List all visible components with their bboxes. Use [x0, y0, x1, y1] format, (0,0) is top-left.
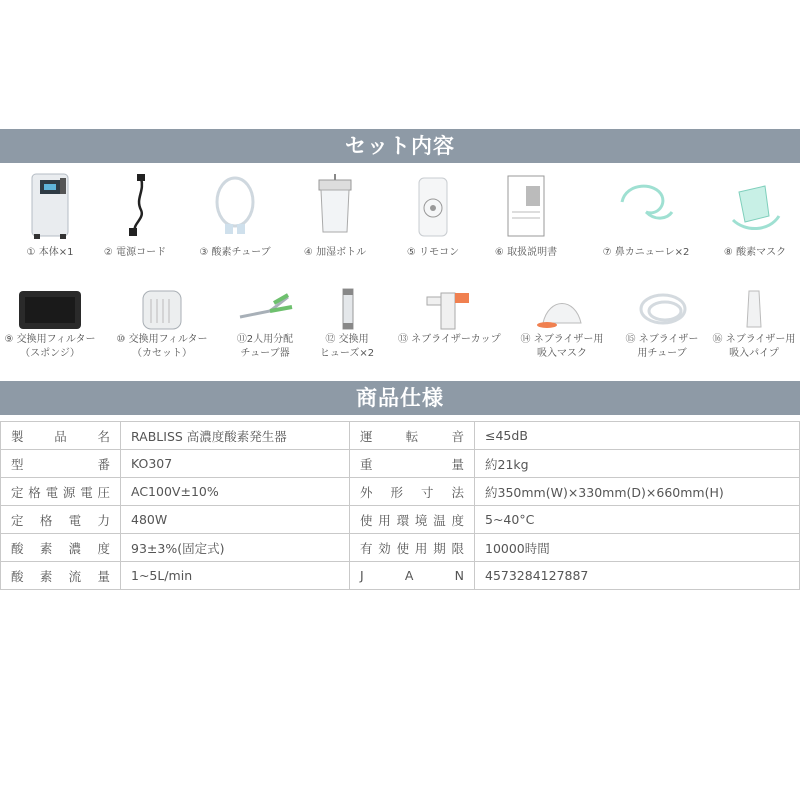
- splitter-icon: [230, 287, 300, 333]
- spec-value: 10000時間: [475, 534, 800, 562]
- power-cord-icon: [105, 172, 165, 242]
- spec-label-char: 品: [54, 428, 67, 444]
- spec-value: 93±3%(固定式): [121, 534, 350, 562]
- spec-label-char: 転: [405, 428, 419, 444]
- spec-label-char: 用: [378, 512, 391, 528]
- spec-label-char: 寸: [420, 484, 434, 500]
- spec-label-char: 環: [396, 512, 410, 528]
- spec-label-text: [360, 455, 464, 473]
- set-item-caption: ① 本体×1: [26, 247, 74, 258]
- section-title-specifications: 商品仕様: [0, 381, 800, 415]
- set-item-caption: ⑥ 取扱説明書: [494, 247, 558, 258]
- spec-label: [350, 506, 475, 534]
- oxygen-mask-icon: [725, 172, 785, 242]
- spec-label-char: 電: [45, 484, 59, 500]
- spec-label-text: [360, 483, 464, 501]
- spec-label-char: 用: [414, 540, 428, 556]
- table-row: [1, 450, 800, 478]
- set-item-caption-sub: （スポンジ）: [20, 348, 80, 359]
- set-item-inhalation-pipe: [704, 287, 800, 361]
- set-item-manual: [476, 172, 576, 260]
- set-item-caption-sub: 吸入パイプ: [729, 348, 779, 359]
- oxygen-tube-icon: [205, 172, 265, 242]
- set-item-caption: ⑧ 酸素マスク: [723, 247, 787, 258]
- spec-label-char: 濃: [68, 540, 82, 556]
- set-item-humidifier-bottle: [285, 172, 385, 260]
- fuse-icon: [312, 287, 382, 333]
- nasal-cannula-icon: [616, 172, 676, 242]
- set-item-nebulizer-cup: [398, 287, 501, 347]
- set-item-power-cord: [85, 172, 185, 260]
- concentrator-icon: [20, 172, 80, 242]
- table-row: [1, 534, 800, 562]
- spec-table: [0, 421, 800, 590]
- spec-label-char: 番: [97, 456, 110, 472]
- spec-label-text: [360, 511, 464, 529]
- set-item-remote: [383, 172, 483, 260]
- set-item-caption: ⑨ 交換用フィルター: [4, 334, 96, 345]
- inhalation-mask-icon: [527, 287, 597, 333]
- spec-label-char: 定: [11, 484, 24, 500]
- spec-label-char: 格: [28, 484, 41, 500]
- set-item-cassette-filter: [112, 287, 212, 361]
- set-item-oxygen-mask: [705, 172, 800, 260]
- spec-label-char: 源: [62, 484, 76, 500]
- set-item-nebulizer-tube: [612, 287, 712, 361]
- manual-icon: [496, 172, 556, 242]
- spec-label: [350, 478, 475, 506]
- spec-label-text: [11, 483, 110, 501]
- set-item-caption-sub: （カセット）: [132, 348, 192, 359]
- spec-label: [350, 422, 475, 450]
- spec-label-char: 限: [451, 540, 464, 556]
- spec-value: 1~5L/min: [121, 562, 350, 590]
- spec-label-char: 酸: [11, 568, 24, 584]
- cassette-filter-icon: [127, 287, 197, 333]
- spec-label-char: 外: [360, 484, 373, 500]
- spec-label: [350, 450, 475, 478]
- spec-label-text: [11, 427, 110, 445]
- spec-value: ≤45dB: [475, 422, 800, 450]
- set-item-caption: ③ 酸素チューブ: [199, 247, 271, 258]
- spec-label-char: 有: [360, 540, 373, 556]
- spec-label-char: 境: [414, 512, 428, 528]
- nebulizer-tube-icon: [627, 287, 697, 333]
- table-row: [1, 562, 800, 590]
- set-item-caption: ⑪2人用分配: [236, 334, 294, 345]
- spec-label-char: 法: [451, 484, 464, 500]
- set-item-caption: ⑯ ネブライザー用: [712, 334, 796, 345]
- spec-label-text: [11, 539, 110, 557]
- spec-value: AC100V±10%: [121, 478, 350, 506]
- set-item-caption: ② 電源コード: [103, 247, 167, 258]
- spec-label-char: 素: [39, 568, 53, 584]
- table-row: [1, 422, 800, 450]
- spec-label-char: 名: [97, 428, 110, 444]
- spec-label-char: 効: [378, 540, 391, 556]
- spec-label-char: 素: [39, 540, 53, 556]
- spec-value: 4573284127887: [475, 562, 800, 590]
- spec-label-char: 量: [97, 568, 110, 584]
- spec-label: [350, 562, 475, 590]
- spec-value: 約21kg: [475, 450, 800, 478]
- table-row: [1, 478, 800, 506]
- spec-label-char: 流: [68, 568, 82, 584]
- spec-label-char: 音: [451, 428, 464, 444]
- sponge-filter-icon: [15, 287, 85, 333]
- set-item-nasal-cannula: [596, 172, 696, 260]
- spec-label-char: 圧: [97, 484, 110, 500]
- set-item-caption: ⑩ 交換用フィルター: [116, 334, 208, 345]
- set-item-caption-sub: 用チューブ: [637, 348, 687, 359]
- spec-label: [1, 422, 121, 450]
- spec-label: [1, 506, 121, 534]
- spec-value: 480W: [121, 506, 350, 534]
- spec-label-char: 使: [360, 512, 373, 528]
- spec-label-char: N: [454, 568, 464, 583]
- spec-label-text: [11, 567, 110, 585]
- spec-label-char: 形: [390, 484, 403, 500]
- inhalation-pipe-icon: [719, 287, 789, 333]
- set-item-sponge-filter: [0, 287, 100, 361]
- set-item-caption: ⑤ リモコン: [406, 247, 460, 258]
- set-item-caption-sub: ヒューズ×2: [319, 348, 375, 359]
- set-item-caption: ⑮ ネブライザー: [625, 334, 699, 345]
- set-item-caption: ⑫ 交換用: [325, 334, 369, 345]
- spec-label: [350, 534, 475, 562]
- spec-label: [1, 534, 121, 562]
- set-item-oxygen-tube: [185, 172, 285, 260]
- table-row: [1, 506, 800, 534]
- nebulizer-cup-icon: [413, 287, 483, 333]
- spec-label-char: 製: [11, 428, 24, 444]
- spec-label-char: 電: [68, 512, 82, 528]
- spec-label-char: 重: [360, 456, 373, 472]
- spec-value: 5~40°C: [475, 506, 800, 534]
- spec-value: 約350mm(W)×330mm(D)×660mm(H): [475, 478, 800, 506]
- spec-label-char: 使: [396, 540, 410, 556]
- spec-label-text: [11, 455, 110, 473]
- spec-label-char: 量: [451, 456, 464, 472]
- set-item-caption: ⑭ ネブライザー用: [520, 334, 604, 345]
- set-item-inhalation-mask: [512, 287, 612, 361]
- spec-label-char: 温: [433, 512, 446, 528]
- set-item-fuse: [297, 287, 397, 361]
- spec-label-char: A: [404, 568, 414, 583]
- spec-label-char: 酸: [11, 540, 24, 556]
- set-item-caption: ④ 加湿ボトル: [303, 247, 367, 258]
- spec-label-char: 定: [11, 512, 24, 528]
- spec-label-text: [11, 511, 110, 529]
- section-title-set-contents: セット内容: [0, 129, 800, 163]
- spec-value: KO307: [121, 450, 350, 478]
- spec-label-char: 格: [39, 512, 53, 528]
- spec-label-char: 型: [11, 456, 24, 472]
- humidifier-bottle-icon: [305, 172, 365, 242]
- set-item-caption: ⑬ ネブライザーカップ: [398, 334, 501, 345]
- spec-label-char: 電: [80, 484, 93, 500]
- spec-value: RABLISS 高濃度酸素発生器: [121, 422, 350, 450]
- spec-label: [1, 562, 121, 590]
- set-item-caption-sub: 吸入マスク: [537, 348, 587, 359]
- spec-label-char: 力: [97, 512, 110, 528]
- spec-label-text: [360, 568, 464, 583]
- spec-label-text: [360, 427, 464, 445]
- spec-label-char: 度: [451, 512, 464, 528]
- spec-label: [1, 478, 121, 506]
- remote-icon: [403, 172, 463, 242]
- spec-label: [1, 450, 121, 478]
- set-item-caption: ⑦ 鼻カニューレ×2: [602, 247, 690, 258]
- spec-label-char: 運: [360, 428, 373, 444]
- set-item-caption-sub: チューブ器: [240, 348, 290, 359]
- spec-label-char: 期: [433, 540, 446, 556]
- spec-label-char: 度: [97, 540, 110, 556]
- spec-label-char: J: [360, 568, 364, 583]
- spec-label-text: [360, 539, 464, 557]
